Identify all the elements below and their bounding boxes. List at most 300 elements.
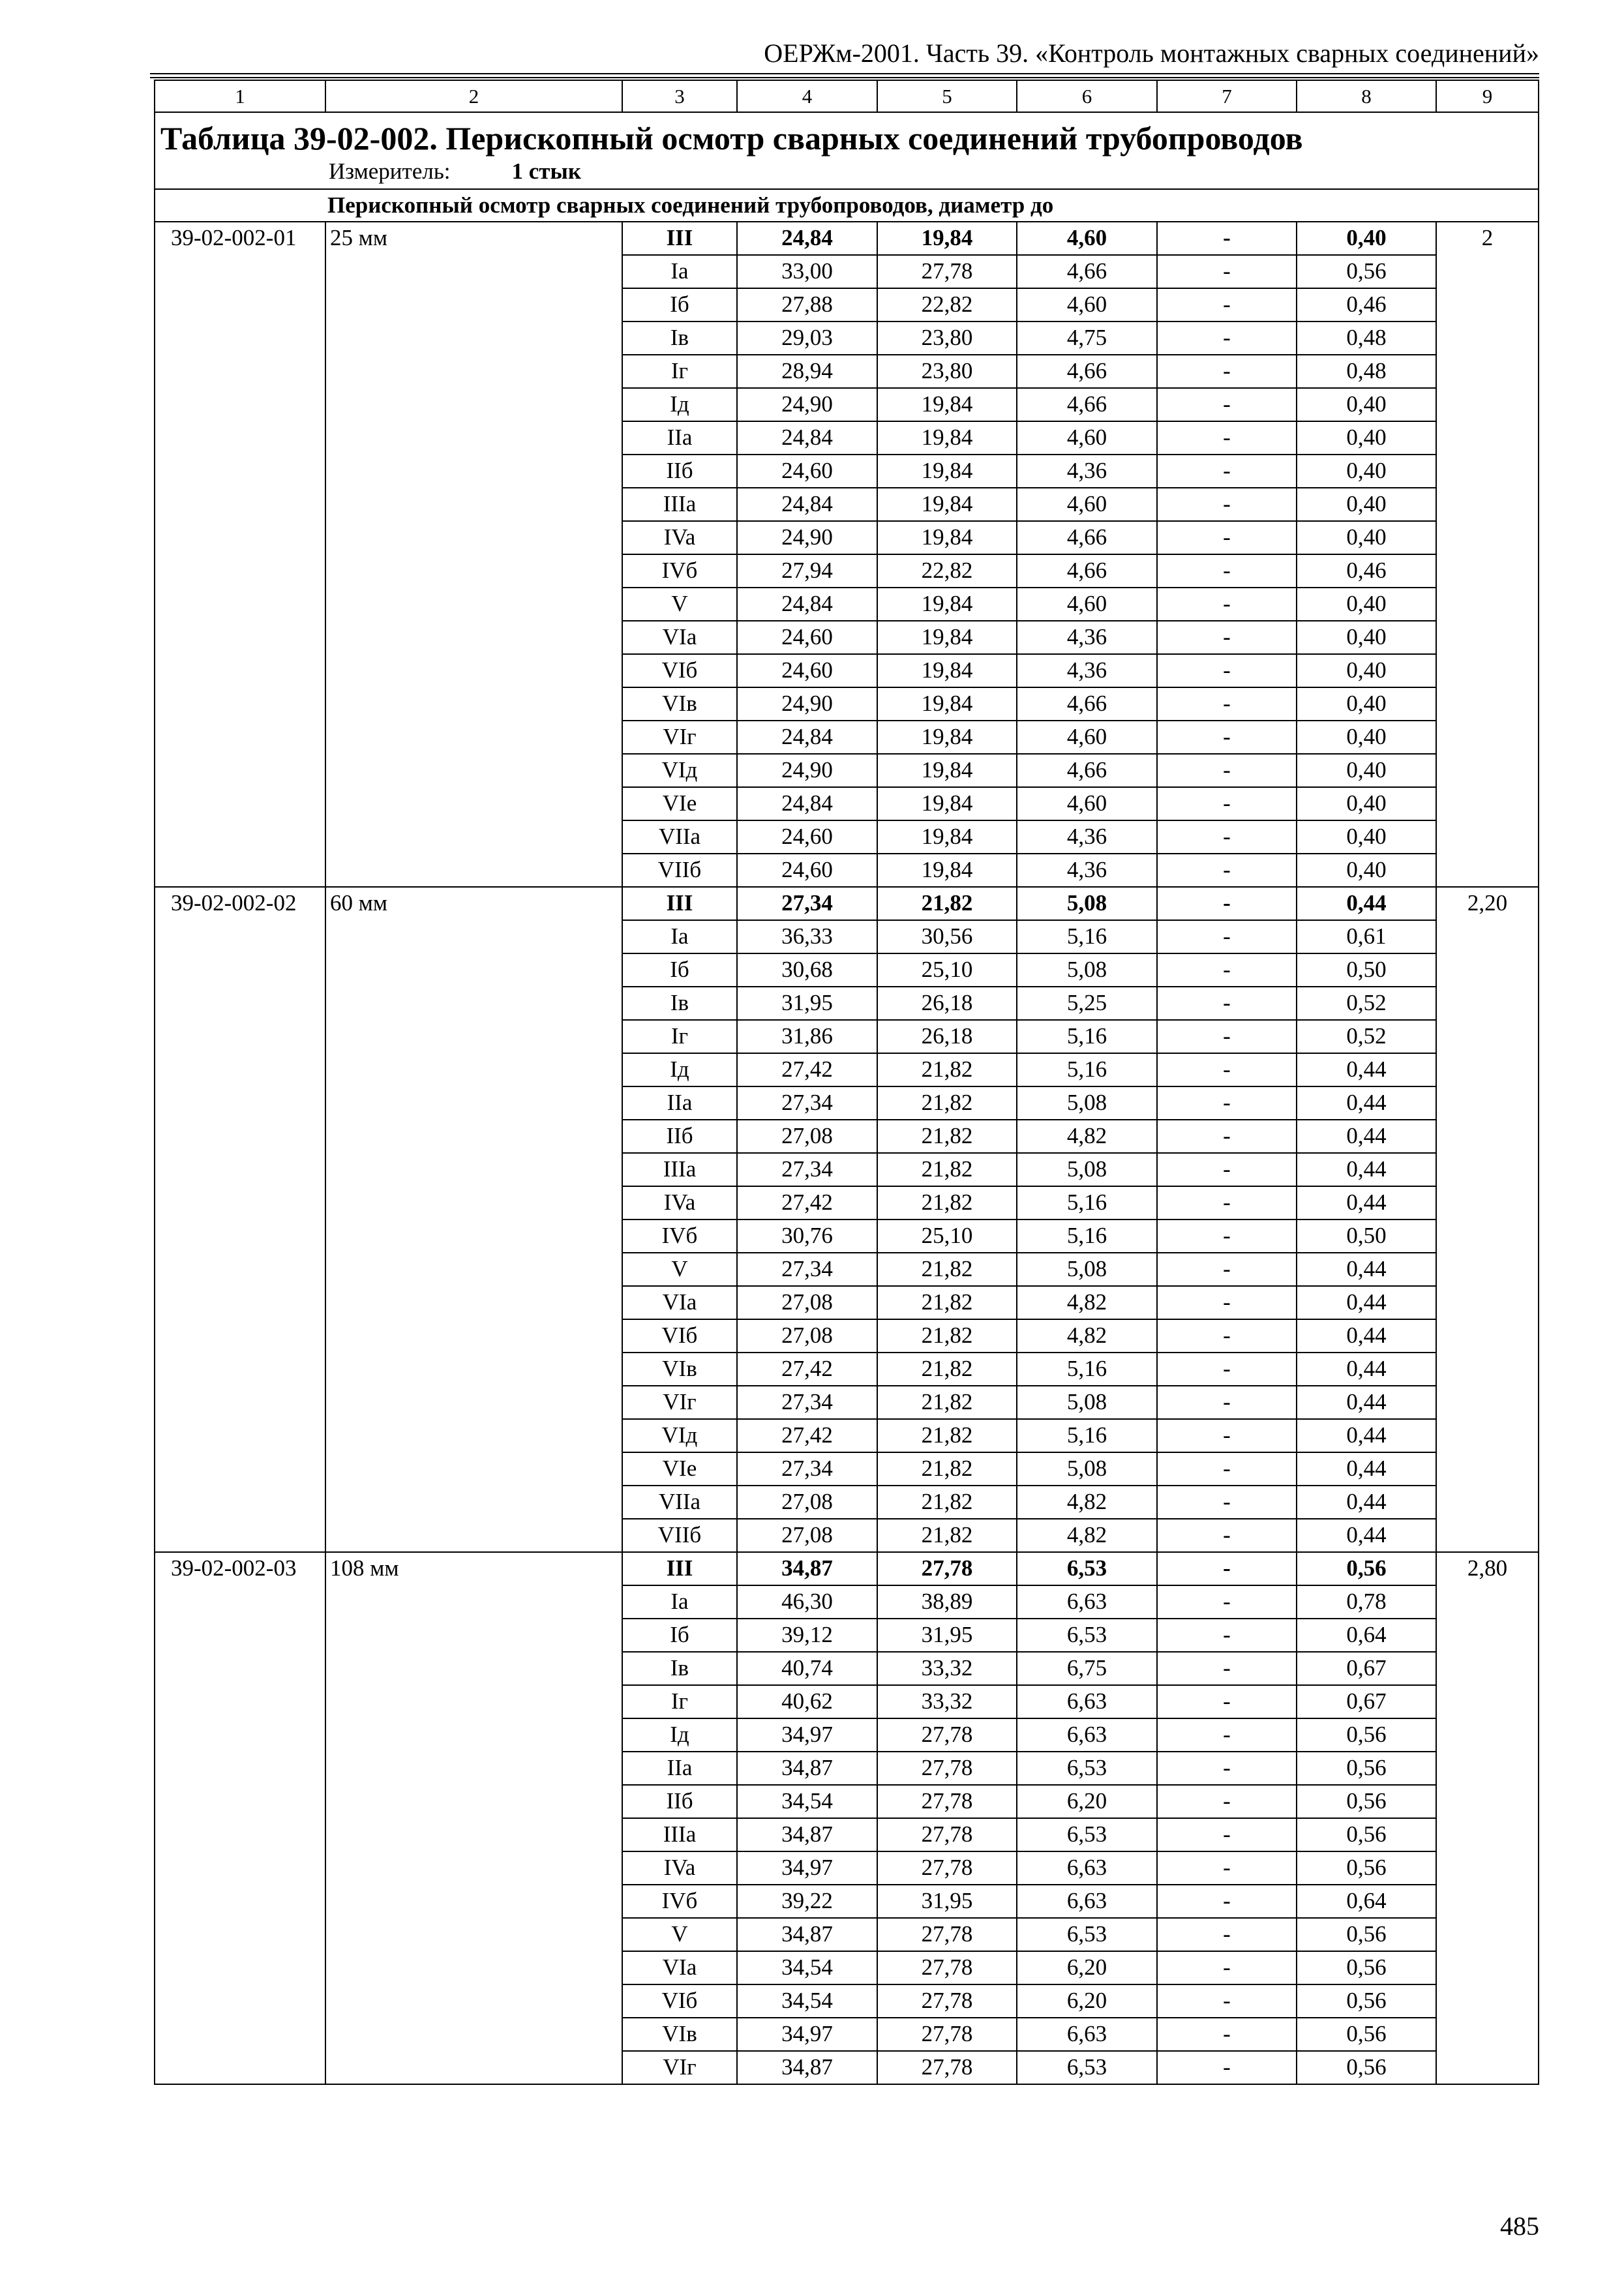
zone-code: Ia bbox=[622, 1585, 737, 1619]
machine-cost: 5,08 bbox=[1017, 953, 1157, 987]
operator-wages: 0,64 bbox=[1297, 1885, 1436, 1918]
labor-cost: 27,78 bbox=[877, 1785, 1017, 1818]
labor-cost: 27,78 bbox=[877, 1951, 1017, 1984]
material-cost: - bbox=[1157, 1519, 1297, 1552]
material-cost: - bbox=[1157, 1486, 1297, 1519]
labor-cost: 21,82 bbox=[877, 1186, 1017, 1219]
total-cost: 27,08 bbox=[737, 1486, 877, 1519]
operator-wages: 0,56 bbox=[1297, 255, 1436, 288]
labor-cost: 19,84 bbox=[877, 754, 1017, 787]
machine-cost: 4,82 bbox=[1017, 1486, 1157, 1519]
machine-cost: 4,36 bbox=[1017, 621, 1157, 654]
operator-wages: 0,67 bbox=[1297, 1652, 1436, 1685]
material-cost: - bbox=[1157, 1918, 1297, 1951]
zone-code: V bbox=[622, 1918, 737, 1951]
operator-wages: 0,44 bbox=[1297, 887, 1436, 920]
labor-cost: 27,78 bbox=[877, 1851, 1017, 1885]
zone-code: VIв bbox=[622, 687, 737, 721]
material-cost: - bbox=[1157, 687, 1297, 721]
labor-cost: 21,82 bbox=[877, 887, 1017, 920]
zone-code: VIIa bbox=[622, 820, 737, 854]
column-number: 3 bbox=[622, 80, 737, 112]
machine-cost: 4,60 bbox=[1017, 721, 1157, 754]
zone-code: VIa bbox=[622, 621, 737, 654]
norm-code: 39-02-002-01 bbox=[155, 222, 325, 887]
zone-code: VIг bbox=[622, 721, 737, 754]
total-cost: 34,54 bbox=[737, 1951, 877, 1984]
zone-code: VIв bbox=[622, 2018, 737, 2051]
zone-code: IVa bbox=[622, 521, 737, 554]
labor-cost: 27,78 bbox=[877, 1718, 1017, 1752]
machine-cost: 6,53 bbox=[1017, 1552, 1157, 1585]
operator-wages: 0,40 bbox=[1297, 654, 1436, 687]
operator-wages: 0,44 bbox=[1297, 1452, 1436, 1486]
norm-code: 39-02-002-02 bbox=[155, 887, 325, 1552]
machine-cost: 4,82 bbox=[1017, 1286, 1157, 1319]
total-cost: 27,08 bbox=[737, 1519, 877, 1552]
total-cost: 24,84 bbox=[737, 588, 877, 621]
operator-wages: 0,56 bbox=[1297, 1718, 1436, 1752]
zone-code: Iг bbox=[622, 355, 737, 388]
labor-cost: 21,82 bbox=[877, 1452, 1017, 1486]
zone-code: VIIб bbox=[622, 854, 737, 887]
machine-cost: 5,16 bbox=[1017, 1186, 1157, 1219]
total-cost: 24,84 bbox=[737, 787, 877, 820]
machine-cost: 6,53 bbox=[1017, 1818, 1157, 1851]
operator-wages: 0,40 bbox=[1297, 721, 1436, 754]
total-cost: 24,90 bbox=[737, 521, 877, 554]
operator-wages: 0,46 bbox=[1297, 288, 1436, 322]
labor-cost: 22,82 bbox=[877, 554, 1017, 588]
operator-wages: 0,64 bbox=[1297, 1619, 1436, 1652]
zone-code: Iв bbox=[622, 322, 737, 355]
material-cost: - bbox=[1157, 987, 1297, 1020]
zone-code: IIб bbox=[622, 455, 737, 488]
total-cost: 24,60 bbox=[737, 654, 877, 687]
zone-code: Iд bbox=[622, 1718, 737, 1752]
machine-cost: 4,36 bbox=[1017, 820, 1157, 854]
machine-cost: 4,60 bbox=[1017, 421, 1157, 455]
machine-cost: 6,20 bbox=[1017, 1984, 1157, 2018]
total-cost: 39,22 bbox=[737, 1885, 877, 1918]
operator-wages: 0,40 bbox=[1297, 820, 1436, 854]
zone-code: V bbox=[622, 1253, 737, 1286]
total-cost: 27,34 bbox=[737, 1452, 877, 1486]
diameter: 25 мм bbox=[325, 222, 622, 887]
total-cost: 27,42 bbox=[737, 1053, 877, 1086]
labor-cost: 21,82 bbox=[877, 1120, 1017, 1153]
operator-wages: 0,48 bbox=[1297, 355, 1436, 388]
machine-cost: 6,20 bbox=[1017, 1785, 1157, 1818]
operator-wages: 0,46 bbox=[1297, 554, 1436, 588]
material-cost: - bbox=[1157, 1552, 1297, 1585]
operator-wages: 0,56 bbox=[1297, 1984, 1436, 2018]
zone-code: Iд bbox=[622, 1053, 737, 1086]
zone-code: IIб bbox=[622, 1120, 737, 1153]
material-cost: - bbox=[1157, 421, 1297, 455]
zone-code: IIб bbox=[622, 1785, 737, 1818]
zone-code: VIe bbox=[622, 787, 737, 820]
total-cost: 30,68 bbox=[737, 953, 877, 987]
zone-code: Iб bbox=[622, 1619, 737, 1652]
machine-cost: 6,53 bbox=[1017, 2051, 1157, 2084]
zone-code: Ia bbox=[622, 920, 737, 953]
column-number: 8 bbox=[1297, 80, 1436, 112]
labor-cost: 33,32 bbox=[877, 1652, 1017, 1685]
machine-cost: 5,16 bbox=[1017, 1353, 1157, 1386]
labor-hours: 2 bbox=[1436, 222, 1539, 887]
material-cost: - bbox=[1157, 1386, 1297, 1419]
total-cost: 27,88 bbox=[737, 288, 877, 322]
operator-wages: 0,56 bbox=[1297, 1918, 1436, 1951]
total-cost: 40,74 bbox=[737, 1652, 877, 1685]
operator-wages: 0,50 bbox=[1297, 953, 1436, 987]
zone-code: VIб bbox=[622, 1984, 737, 2018]
labor-cost: 23,80 bbox=[877, 322, 1017, 355]
operator-wages: 0,44 bbox=[1297, 1253, 1436, 1286]
norm-code: 39-02-002-03 bbox=[155, 1552, 325, 2084]
total-cost: 27,42 bbox=[737, 1419, 877, 1452]
total-cost: 27,08 bbox=[737, 1120, 877, 1153]
labor-hours: 2,20 bbox=[1436, 887, 1539, 1552]
total-cost: 27,08 bbox=[737, 1286, 877, 1319]
material-cost: - bbox=[1157, 1851, 1297, 1885]
material-cost: - bbox=[1157, 1286, 1297, 1319]
operator-wages: 0,44 bbox=[1297, 1353, 1436, 1386]
material-cost: - bbox=[1157, 1086, 1297, 1120]
operator-wages: 0,56 bbox=[1297, 1818, 1436, 1851]
material-cost: - bbox=[1157, 1951, 1297, 1984]
material-cost: - bbox=[1157, 1353, 1297, 1386]
material-cost: - bbox=[1157, 388, 1297, 421]
operator-wages: 0,44 bbox=[1297, 1053, 1436, 1086]
material-cost: - bbox=[1157, 820, 1297, 854]
labor-cost: 21,82 bbox=[877, 1153, 1017, 1186]
labor-cost: 21,82 bbox=[877, 1486, 1017, 1519]
labor-cost: 19,84 bbox=[877, 721, 1017, 754]
total-cost: 24,90 bbox=[737, 687, 877, 721]
operator-wages: 0,40 bbox=[1297, 621, 1436, 654]
material-cost: - bbox=[1157, 1718, 1297, 1752]
operator-wages: 0,44 bbox=[1297, 1086, 1436, 1120]
total-cost: 34,97 bbox=[737, 1718, 877, 1752]
operator-wages: 0,40 bbox=[1297, 787, 1436, 820]
zone-code: IIIa bbox=[622, 488, 737, 521]
machine-cost: 6,20 bbox=[1017, 1951, 1157, 1984]
material-cost: - bbox=[1157, 1752, 1297, 1785]
material-cost: - bbox=[1157, 920, 1297, 953]
operator-wages: 0,40 bbox=[1297, 754, 1436, 787]
material-cost: - bbox=[1157, 1153, 1297, 1186]
operator-wages: 0,40 bbox=[1297, 521, 1436, 554]
machine-cost: 4,66 bbox=[1017, 388, 1157, 421]
zone-code: III bbox=[622, 887, 737, 920]
table-title: Таблица 39-02-002. Перископный осмотр сварных соединений трубопроводов bbox=[160, 120, 1303, 157]
labor-cost: 30,56 bbox=[877, 920, 1017, 953]
machine-cost: 5,25 bbox=[1017, 987, 1157, 1020]
zone-code: Iв bbox=[622, 1652, 737, 1685]
total-cost: 40,62 bbox=[737, 1685, 877, 1718]
material-cost: - bbox=[1157, 288, 1297, 322]
material-cost: - bbox=[1157, 488, 1297, 521]
operator-wages: 0,56 bbox=[1297, 1785, 1436, 1818]
total-cost: 27,08 bbox=[737, 1319, 877, 1353]
total-cost: 34,97 bbox=[737, 2018, 877, 2051]
material-cost: - bbox=[1157, 1818, 1297, 1851]
table-row bbox=[155, 887, 1539, 920]
machine-cost: 5,08 bbox=[1017, 1253, 1157, 1286]
labor-cost: 19,84 bbox=[877, 687, 1017, 721]
zone-code: VIIa bbox=[622, 1486, 737, 1519]
diameter: 60 мм bbox=[325, 887, 622, 1552]
machine-cost: 4,66 bbox=[1017, 754, 1157, 787]
total-cost: 27,34 bbox=[737, 1253, 877, 1286]
labor-cost: 19,84 bbox=[877, 854, 1017, 887]
operator-wages: 0,40 bbox=[1297, 455, 1436, 488]
operator-wages: 0,52 bbox=[1297, 987, 1436, 1020]
machine-cost: 5,08 bbox=[1017, 1153, 1157, 1186]
operator-wages: 0,78 bbox=[1297, 1585, 1436, 1619]
zone-code: VIб bbox=[622, 654, 737, 687]
material-cost: - bbox=[1157, 1319, 1297, 1353]
machine-cost: 6,53 bbox=[1017, 1619, 1157, 1652]
material-cost: - bbox=[1157, 1020, 1297, 1053]
machine-cost: 6,63 bbox=[1017, 1585, 1157, 1619]
zone-code: VIe bbox=[622, 1452, 737, 1486]
labor-cost: 21,82 bbox=[877, 1053, 1017, 1086]
labor-cost: 27,78 bbox=[877, 1818, 1017, 1851]
material-cost: - bbox=[1157, 621, 1297, 654]
operator-wages: 0,40 bbox=[1297, 488, 1436, 521]
zone-code: IVa bbox=[622, 1186, 737, 1219]
zone-code: VIг bbox=[622, 2051, 737, 2084]
machine-cost: 4,66 bbox=[1017, 355, 1157, 388]
machine-cost: 6,75 bbox=[1017, 1652, 1157, 1685]
total-cost: 24,60 bbox=[737, 854, 877, 887]
material-cost: - bbox=[1157, 1652, 1297, 1685]
labor-cost: 33,32 bbox=[877, 1685, 1017, 1718]
operator-wages: 0,44 bbox=[1297, 1386, 1436, 1419]
operator-wages: 0,56 bbox=[1297, 1851, 1436, 1885]
machine-cost: 4,66 bbox=[1017, 255, 1157, 288]
material-cost: - bbox=[1157, 1685, 1297, 1718]
column-number-row bbox=[155, 80, 1539, 112]
material-cost: - bbox=[1157, 1619, 1297, 1652]
table-title-row bbox=[155, 112, 1539, 189]
machine-cost: 6,63 bbox=[1017, 1885, 1157, 1918]
total-cost: 33,00 bbox=[737, 255, 877, 288]
zone-code: IVб bbox=[622, 554, 737, 588]
labor-cost: 21,82 bbox=[877, 1353, 1017, 1386]
column-number: 9 bbox=[1436, 80, 1539, 112]
labor-cost: 21,82 bbox=[877, 1419, 1017, 1452]
diameter: 108 мм bbox=[325, 1552, 622, 2084]
material-cost: - bbox=[1157, 854, 1297, 887]
zone-code: IIIa bbox=[622, 1153, 737, 1186]
labor-cost: 19,84 bbox=[877, 455, 1017, 488]
labor-cost: 27,78 bbox=[877, 255, 1017, 288]
machine-cost: 6,63 bbox=[1017, 1718, 1157, 1752]
operator-wages: 0,56 bbox=[1297, 1552, 1436, 1585]
material-cost: - bbox=[1157, 1984, 1297, 2018]
column-number: 1 bbox=[155, 80, 325, 112]
total-cost: 27,42 bbox=[737, 1353, 877, 1386]
total-cost: 27,34 bbox=[737, 1386, 877, 1419]
table-row bbox=[155, 222, 1539, 255]
total-cost: 46,30 bbox=[737, 1585, 877, 1619]
material-cost: - bbox=[1157, 554, 1297, 588]
labor-cost: 21,82 bbox=[877, 1286, 1017, 1319]
total-cost: 36,33 bbox=[737, 920, 877, 953]
labor-cost: 19,84 bbox=[877, 820, 1017, 854]
material-cost: - bbox=[1157, 1452, 1297, 1486]
meter-label: Измеритель: bbox=[329, 158, 451, 184]
machine-cost: 5,16 bbox=[1017, 1219, 1157, 1253]
material-cost: - bbox=[1157, 654, 1297, 687]
labor-cost: 19,84 bbox=[877, 222, 1017, 255]
header-rule bbox=[150, 77, 1539, 78]
total-cost: 34,54 bbox=[737, 1984, 877, 2018]
zone-code: VIб bbox=[622, 1319, 737, 1353]
zone-code: IIa bbox=[622, 1752, 737, 1785]
machine-cost: 4,36 bbox=[1017, 854, 1157, 887]
zone-code: VIд bbox=[622, 754, 737, 787]
labor-cost: 19,84 bbox=[877, 654, 1017, 687]
total-cost: 27,42 bbox=[737, 1186, 877, 1219]
machine-cost: 5,16 bbox=[1017, 920, 1157, 953]
zone-code: IVб bbox=[622, 1219, 737, 1253]
machine-cost: 4,75 bbox=[1017, 322, 1157, 355]
operator-wages: 0,40 bbox=[1297, 588, 1436, 621]
machine-cost: 4,82 bbox=[1017, 1319, 1157, 1353]
labor-cost: 26,18 bbox=[877, 1020, 1017, 1053]
total-cost: 24,84 bbox=[737, 421, 877, 455]
machine-cost: 5,08 bbox=[1017, 1386, 1157, 1419]
operator-wages: 0,56 bbox=[1297, 1752, 1436, 1785]
total-cost: 34,54 bbox=[737, 1785, 877, 1818]
zone-code: Iв bbox=[622, 987, 737, 1020]
zone-code: IVб bbox=[622, 1885, 737, 1918]
total-cost: 24,60 bbox=[737, 820, 877, 854]
machine-cost: 5,16 bbox=[1017, 1020, 1157, 1053]
column-number: 2 bbox=[325, 80, 622, 112]
material-cost: - bbox=[1157, 887, 1297, 920]
material-cost: - bbox=[1157, 1785, 1297, 1818]
operator-wages: 0,40 bbox=[1297, 388, 1436, 421]
zone-code: V bbox=[622, 588, 737, 621]
operator-wages: 0,48 bbox=[1297, 322, 1436, 355]
labor-cost: 21,82 bbox=[877, 1319, 1017, 1353]
machine-cost: 4,82 bbox=[1017, 1120, 1157, 1153]
labor-cost: 25,10 bbox=[877, 953, 1017, 987]
total-cost: 27,34 bbox=[737, 1153, 877, 1186]
zone-code: III bbox=[622, 222, 737, 255]
total-cost: 27,34 bbox=[737, 1086, 877, 1120]
operator-wages: 0,61 bbox=[1297, 920, 1436, 953]
machine-cost: 4,60 bbox=[1017, 488, 1157, 521]
zone-code: Iг bbox=[622, 1685, 737, 1718]
operator-wages: 0,44 bbox=[1297, 1486, 1436, 1519]
machine-cost: 4,60 bbox=[1017, 288, 1157, 322]
material-cost: - bbox=[1157, 588, 1297, 621]
total-cost: 39,12 bbox=[737, 1619, 877, 1652]
machine-cost: 4,66 bbox=[1017, 554, 1157, 588]
operator-wages: 0,44 bbox=[1297, 1319, 1436, 1353]
total-cost: 31,95 bbox=[737, 987, 877, 1020]
operator-wages: 0,56 bbox=[1297, 2051, 1436, 2084]
operator-wages: 0,44 bbox=[1297, 1120, 1436, 1153]
zone-code: VIa bbox=[622, 1286, 737, 1319]
machine-cost: 5,08 bbox=[1017, 1452, 1157, 1486]
operator-wages: 0,44 bbox=[1297, 1153, 1436, 1186]
machine-cost: 4,60 bbox=[1017, 222, 1157, 255]
labor-cost: 21,82 bbox=[877, 1086, 1017, 1120]
total-cost: 30,76 bbox=[737, 1219, 877, 1253]
material-cost: - bbox=[1157, 721, 1297, 754]
column-number: 5 bbox=[877, 80, 1017, 112]
total-cost: 24,84 bbox=[737, 721, 877, 754]
labor-cost: 23,80 bbox=[877, 355, 1017, 388]
operator-wages: 0,44 bbox=[1297, 1519, 1436, 1552]
operator-wages: 0,44 bbox=[1297, 1186, 1436, 1219]
column-number: 7 bbox=[1157, 80, 1297, 112]
total-cost: 34,87 bbox=[737, 1918, 877, 1951]
machine-cost: 6,53 bbox=[1017, 1918, 1157, 1951]
material-cost: - bbox=[1157, 322, 1297, 355]
labor-cost: 31,95 bbox=[877, 1885, 1017, 1918]
column-number: 4 bbox=[737, 80, 877, 112]
machine-cost: 6,63 bbox=[1017, 2018, 1157, 2051]
labor-cost: 21,82 bbox=[877, 1386, 1017, 1419]
table-subheading: Перископный осмотр сварных соединений трубопроводов, диаметр до bbox=[155, 189, 1539, 222]
machine-cost: 4,36 bbox=[1017, 455, 1157, 488]
total-cost: 34,97 bbox=[737, 1851, 877, 1885]
machine-cost: 4,66 bbox=[1017, 521, 1157, 554]
zone-code: VIIб bbox=[622, 1519, 737, 1552]
labor-cost: 19,84 bbox=[877, 488, 1017, 521]
machine-cost: 6,63 bbox=[1017, 1685, 1157, 1718]
total-cost: 34,87 bbox=[737, 1818, 877, 1851]
operator-wages: 0,67 bbox=[1297, 1685, 1436, 1718]
total-cost: 28,94 bbox=[737, 355, 877, 388]
material-cost: - bbox=[1157, 521, 1297, 554]
zone-code: Iб bbox=[622, 288, 737, 322]
total-cost: 31,86 bbox=[737, 1020, 877, 1053]
labor-cost: 31,95 bbox=[877, 1619, 1017, 1652]
zone-code: IIa bbox=[622, 1086, 737, 1120]
total-cost: 27,34 bbox=[737, 887, 877, 920]
labor-cost: 19,84 bbox=[877, 421, 1017, 455]
total-cost: 27,94 bbox=[737, 554, 877, 588]
meter-value: 1 стык bbox=[511, 158, 581, 184]
zone-code: IVa bbox=[622, 1851, 737, 1885]
machine-cost: 4,60 bbox=[1017, 787, 1157, 820]
header-rule bbox=[150, 73, 1539, 74]
total-cost: 24,90 bbox=[737, 388, 877, 421]
material-cost: - bbox=[1157, 1253, 1297, 1286]
machine-cost: 5,08 bbox=[1017, 1086, 1157, 1120]
zone-code: IIIa bbox=[622, 1818, 737, 1851]
zone-code: VIa bbox=[622, 1951, 737, 1984]
zone-code: Iд bbox=[622, 388, 737, 421]
labor-cost: 27,78 bbox=[877, 2018, 1017, 2051]
total-cost: 34,87 bbox=[737, 1752, 877, 1785]
labor-cost: 27,78 bbox=[877, 2051, 1017, 2084]
zone-code: VIв bbox=[622, 1353, 737, 1386]
operator-wages: 0,56 bbox=[1297, 2018, 1436, 2051]
material-cost: - bbox=[1157, 953, 1297, 987]
material-cost: - bbox=[1157, 754, 1297, 787]
